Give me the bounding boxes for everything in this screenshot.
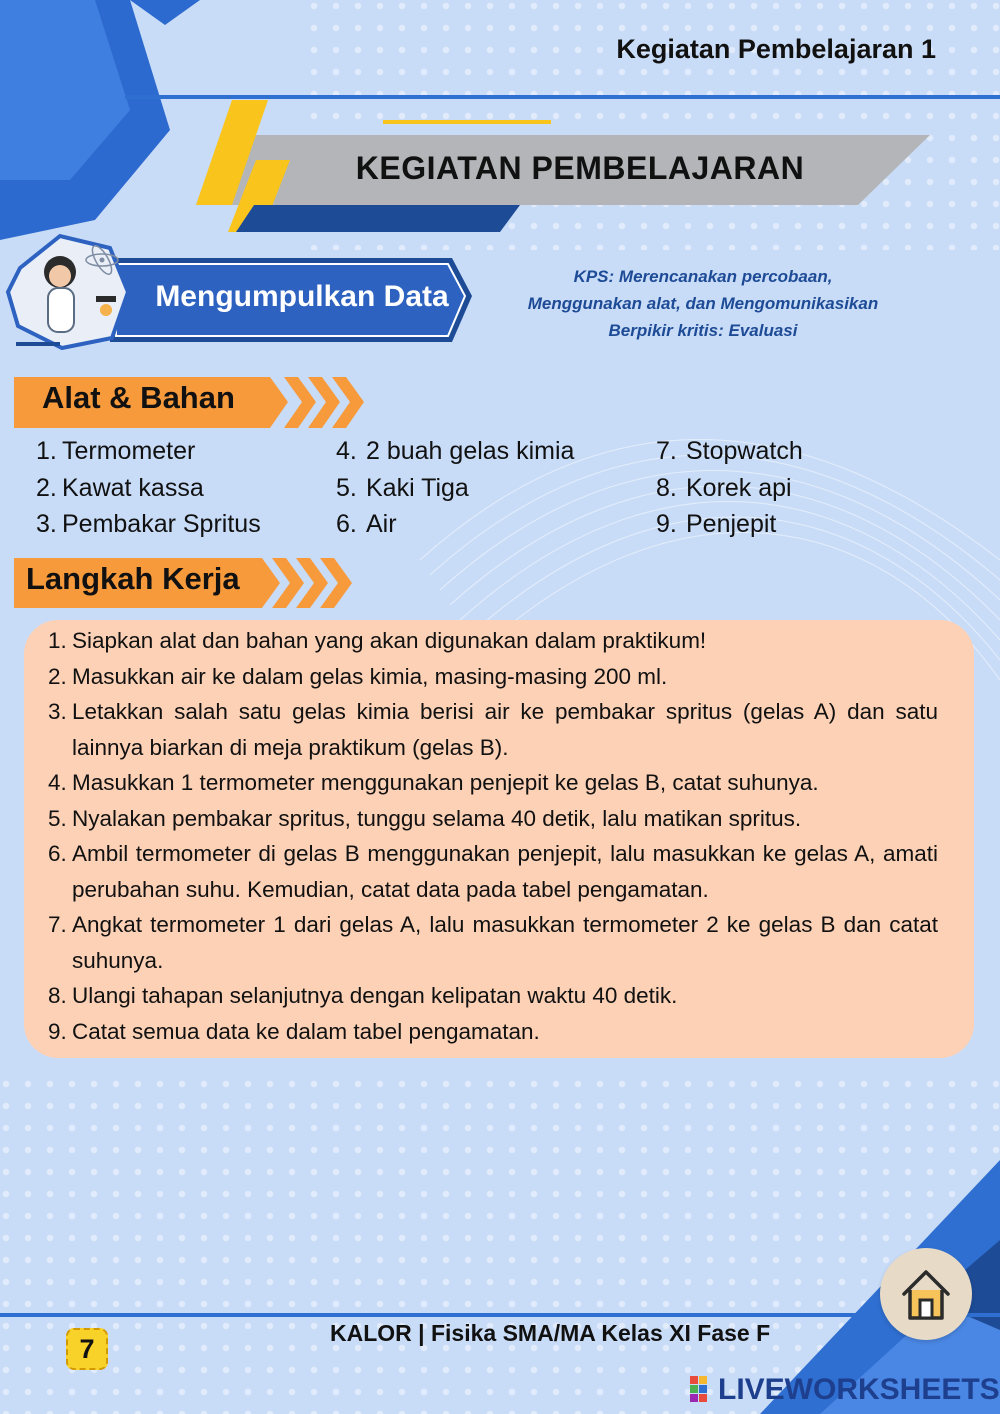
alat-column-2 bbox=[336, 433, 574, 543]
page-number: 7 bbox=[66, 1328, 108, 1370]
header-title: Kegiatan Pembelajaran 1 bbox=[616, 34, 936, 64]
list-item: 9. Penjepit bbox=[656, 510, 777, 538]
list-item: 2. Kawat kassa bbox=[36, 473, 204, 502]
list-item: 4. 2 buah gelas kimia bbox=[336, 437, 575, 465]
step-item: 3. Letakkan salah satu gelas kimia berisi air ke pembakar spritus (gelas A) dan satu lainnya biarkan di meja praktikum (gelas B). bbox=[48, 699, 938, 760]
list-item: 3. Pembakar Spritus bbox=[36, 510, 261, 538]
list-item: 7. Stopwatch bbox=[656, 437, 803, 465]
alat-column-1 bbox=[36, 433, 261, 543]
step-item: 1. Siapkan alat dan bahan yang akan digunakan dalam praktikum! bbox=[48, 628, 707, 653]
list-item: 6. Air bbox=[336, 510, 397, 538]
kps-line: Menggunakan alat, dan Mengomunikasikan bbox=[527, 294, 879, 313]
steps-list bbox=[48, 623, 938, 1049]
step-item: 2. Masukkan air ke dalam gelas kimia, masing-masing 200 ml. bbox=[48, 663, 668, 689]
liveworksheets-brand: LIVEWORKSHEETS bbox=[718, 1373, 1000, 1406]
section-card-title: Mengumpulkan Data bbox=[155, 280, 449, 313]
step-item: 6. Ambil termometer di gelas B menggunakan penjepit, lalu masukkan ke gelas A, amati perubahan suhu. Kemudian, catat data pada tabel pengamatan. bbox=[48, 841, 938, 902]
kps-line: KPS: Merencanakan percobaan, bbox=[573, 267, 833, 286]
step-item: 5. Nyalakan pembakar spritus, tunggu selama 40 detik, lalu matikan spritus. bbox=[48, 805, 802, 831]
list-item: 8. Korek api bbox=[656, 473, 792, 502]
step-item: 4. Masukkan 1 termometer menggunakan penjepit ke gelas B, catat suhunya. bbox=[48, 770, 819, 795]
alat-column-3 bbox=[656, 433, 803, 543]
scientist-icon bbox=[8, 236, 128, 348]
footer-text: KALOR | Fisika SMA/MA Kelas XI Fase F bbox=[330, 1320, 771, 1346]
step-item: 9. Catat semua data ke dalam tabel pengamatan. bbox=[48, 1018, 540, 1044]
step-item: 8. Ulangi tahapan selanjutnya dengan kelipatan waktu 40 detik. bbox=[48, 983, 678, 1008]
liveworksheets-logo-icon bbox=[690, 1376, 716, 1404]
langkah-kerja-title: Langkah Kerja bbox=[26, 561, 240, 596]
step-item: 7. Angkat termometer 1 dari gelas A, lalu masukkan termometer 2 ke gelas B dan catat suhunya. bbox=[48, 912, 938, 973]
kps-line: Berpikir kritis: Evaluasi bbox=[608, 321, 798, 340]
list-item: 5. Kaki Tiga bbox=[336, 473, 469, 502]
alat-bahan-title: Alat & Bahan bbox=[42, 380, 235, 415]
kps-description bbox=[488, 263, 918, 344]
banner-title: KEGIATAN PEMBELAJARAN bbox=[355, 150, 805, 186]
list-item: 1. Termometer bbox=[36, 437, 196, 465]
